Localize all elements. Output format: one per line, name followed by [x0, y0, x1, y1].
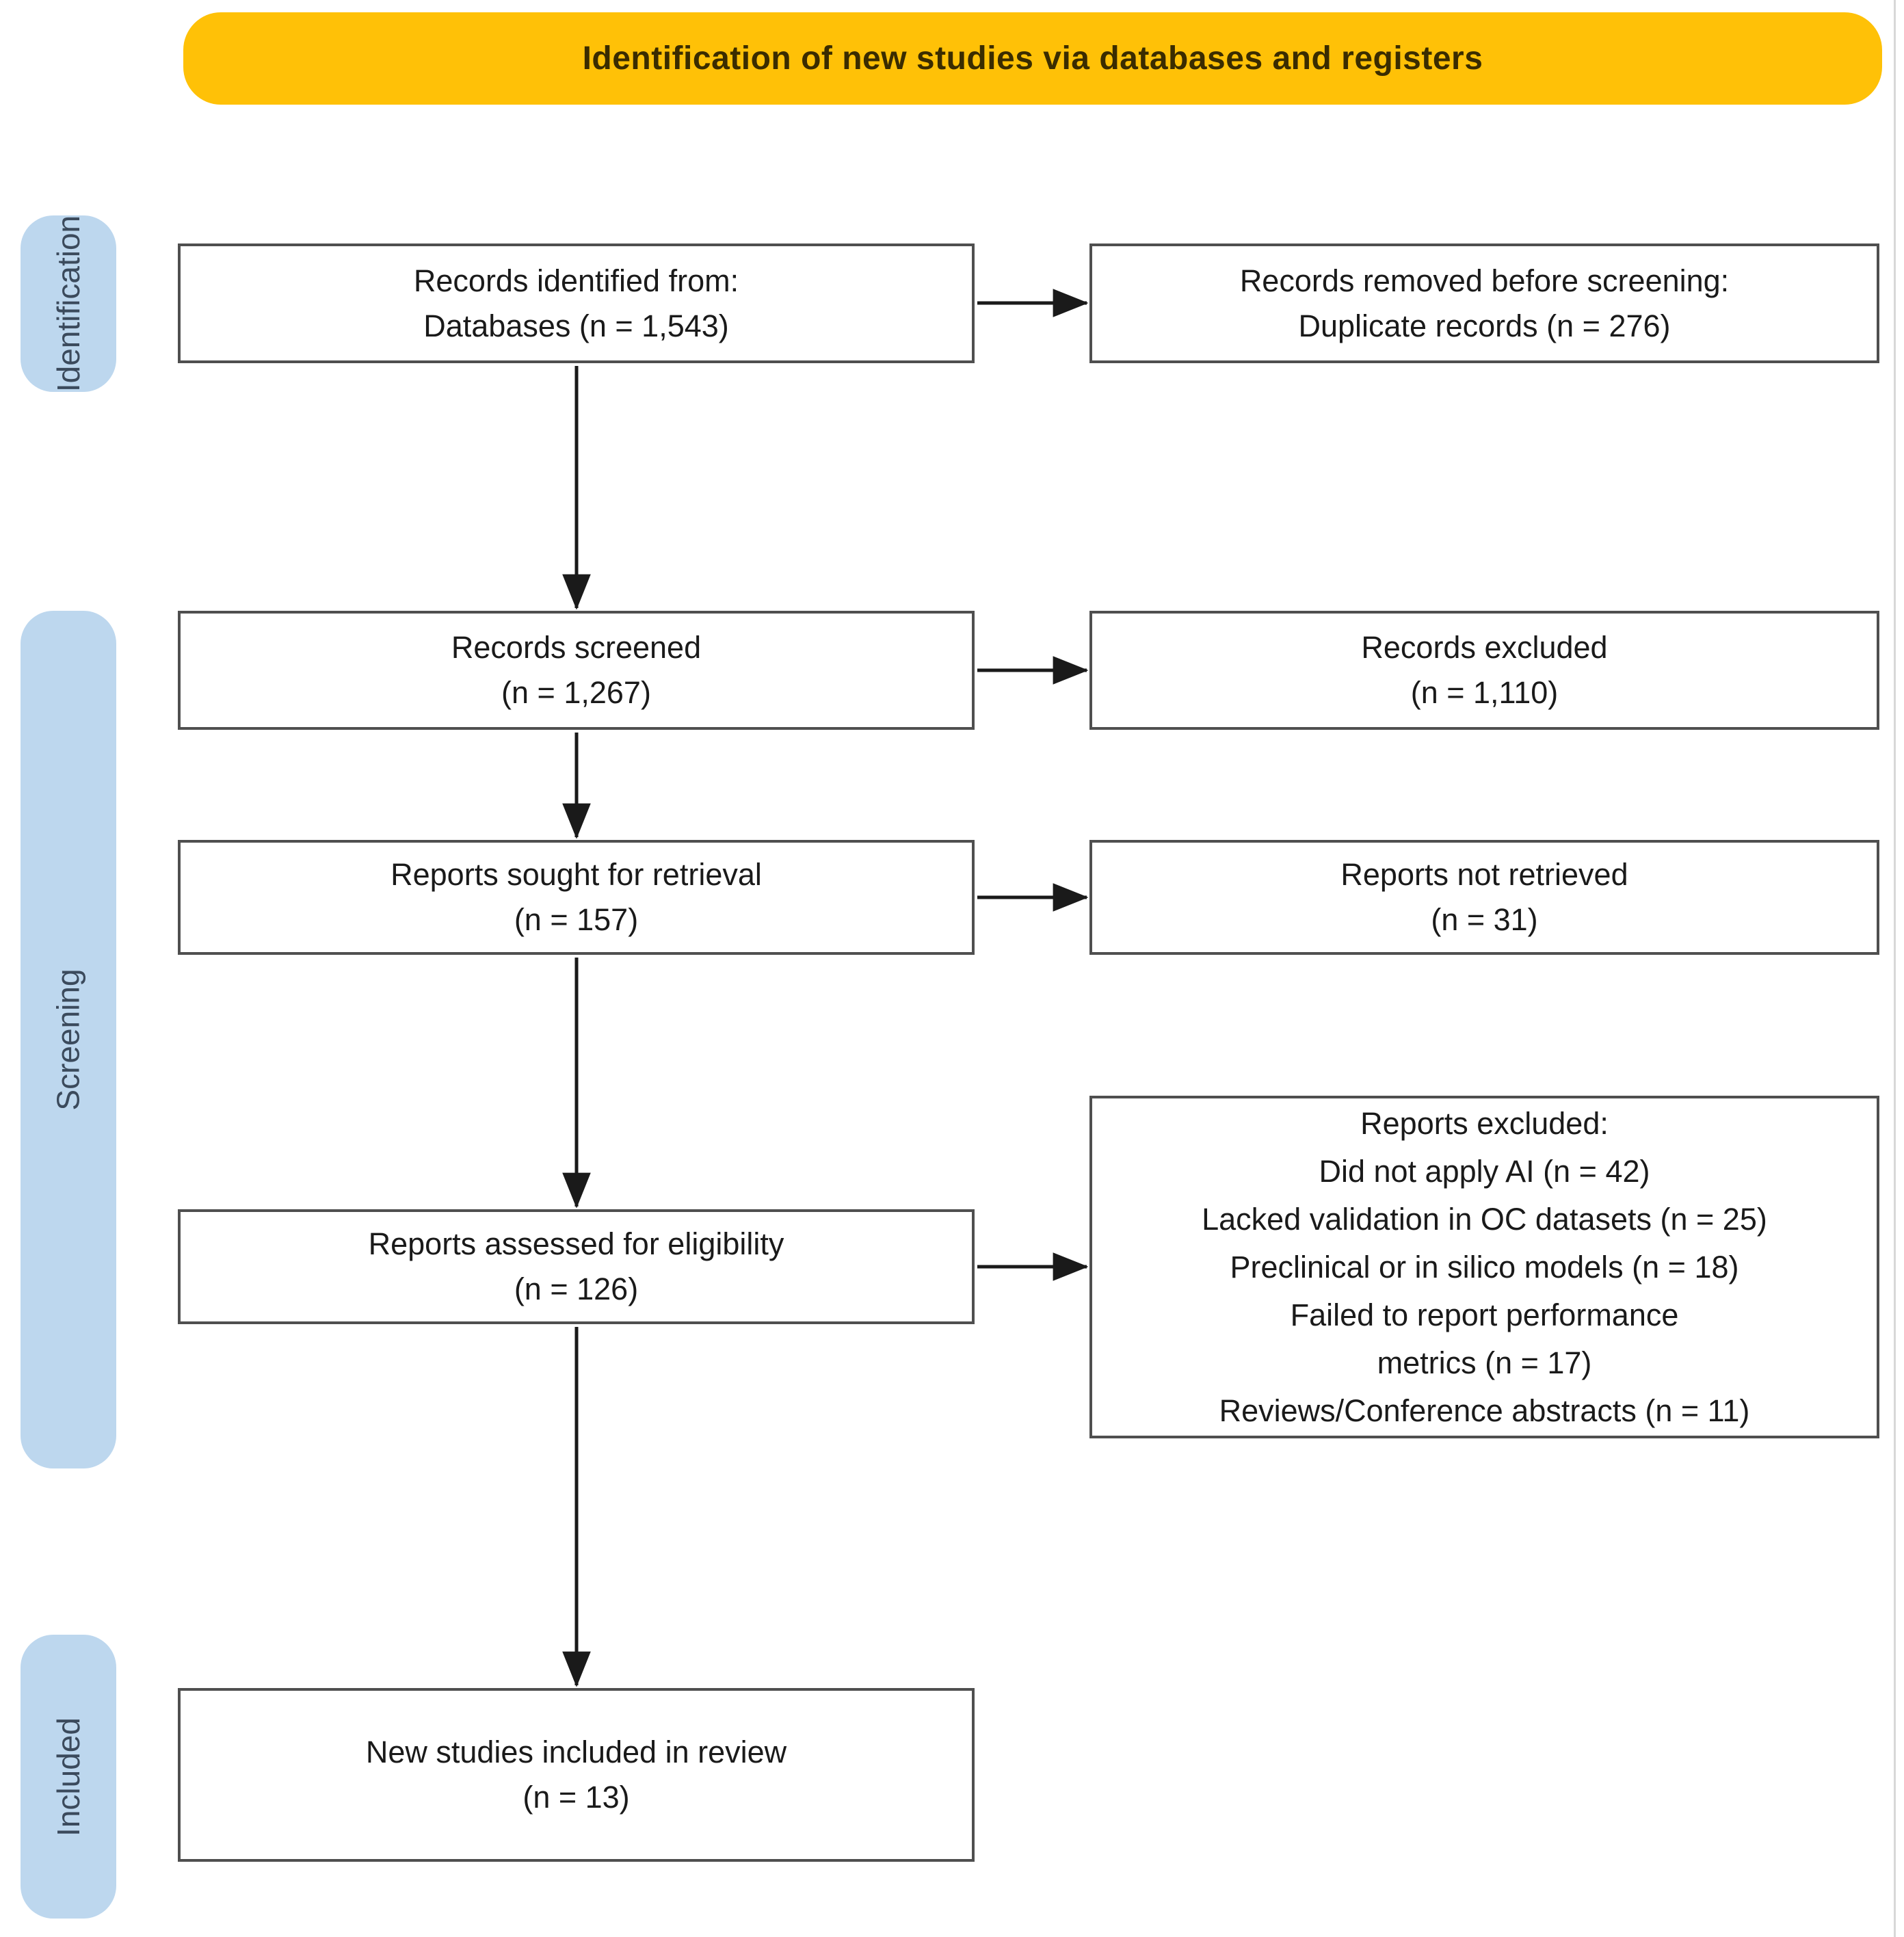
box-records-screened: [178, 611, 975, 730]
box-records-identified: [178, 243, 975, 363]
box-reports-excluded-reason-5: Reviews/Conference abstracts (n = 11): [1219, 1393, 1750, 1428]
box-reports-not-retrieved-line2: (n = 31): [1431, 902, 1538, 937]
box-records-removed: [1089, 243, 1879, 363]
box-records-identified-line2: Databases (n = 1,543): [423, 308, 729, 343]
box-records-identified-line1: Records identified from:: [413, 263, 739, 298]
box-records-screened-line2: (n = 1,267): [501, 675, 651, 710]
box-new-studies-included: [178, 1688, 975, 1862]
banner-title: Identification of new studies via databases and registers: [183, 12, 1882, 105]
box-reports-sought: [178, 840, 975, 955]
stage-identification-label: Identification: [51, 215, 86, 393]
box-reports-excluded: [1089, 1096, 1879, 1438]
box-reports-excluded-reason-2: Lacked validation in OC datasets (n = 25): [1202, 1201, 1767, 1237]
box-records-removed-line1: Records removed before screening:: [1239, 263, 1730, 298]
stage-screening: [21, 611, 116, 1468]
stage-screening-label: Screening: [51, 969, 87, 1111]
box-records-excluded: [1089, 611, 1879, 730]
box-records-excluded-line2: (n = 1,110): [1410, 675, 1559, 710]
box-reports-excluded-reason-1: Did not apply AI (n = 42): [1319, 1153, 1650, 1189]
stage-included: [21, 1635, 116, 1919]
box-reports-not-retrieved-line1: Reports not retrieved: [1340, 857, 1628, 892]
box-new-studies-line2: (n = 13): [523, 1780, 630, 1815]
box-new-studies-line1: New studies included in review: [365, 1735, 787, 1769]
box-reports-assessed: [178, 1209, 975, 1324]
box-reports-excluded-reason-3: Preclinical or in silico models (n = 18): [1230, 1249, 1739, 1284]
figure-edge-line: [1894, 0, 1896, 1937]
box-records-removed-line2: Duplicate records (n = 276): [1298, 308, 1671, 343]
box-reports-excluded-reason-4b: metrics (n = 17): [1377, 1345, 1592, 1380]
box-reports-not-retrieved: [1089, 840, 1879, 955]
box-reports-excluded-heading: Reports excluded:: [1360, 1105, 1609, 1141]
box-reports-assessed-line1: Reports assessed for eligibility: [368, 1226, 784, 1261]
box-reports-assessed-line2: (n = 126): [514, 1271, 639, 1306]
box-reports-sought-line2: (n = 157): [514, 902, 639, 937]
stage-identification: [21, 215, 116, 392]
box-reports-sought-line1: Reports sought for retrieval: [391, 857, 762, 892]
stage-included-label: Included: [51, 1717, 87, 1836]
box-records-screened-line1: Records screened: [451, 630, 702, 665]
box-records-excluded-line1: Records excluded: [1361, 630, 1608, 665]
box-reports-excluded-reason-4a: Failed to report performance: [1290, 1297, 1679, 1332]
